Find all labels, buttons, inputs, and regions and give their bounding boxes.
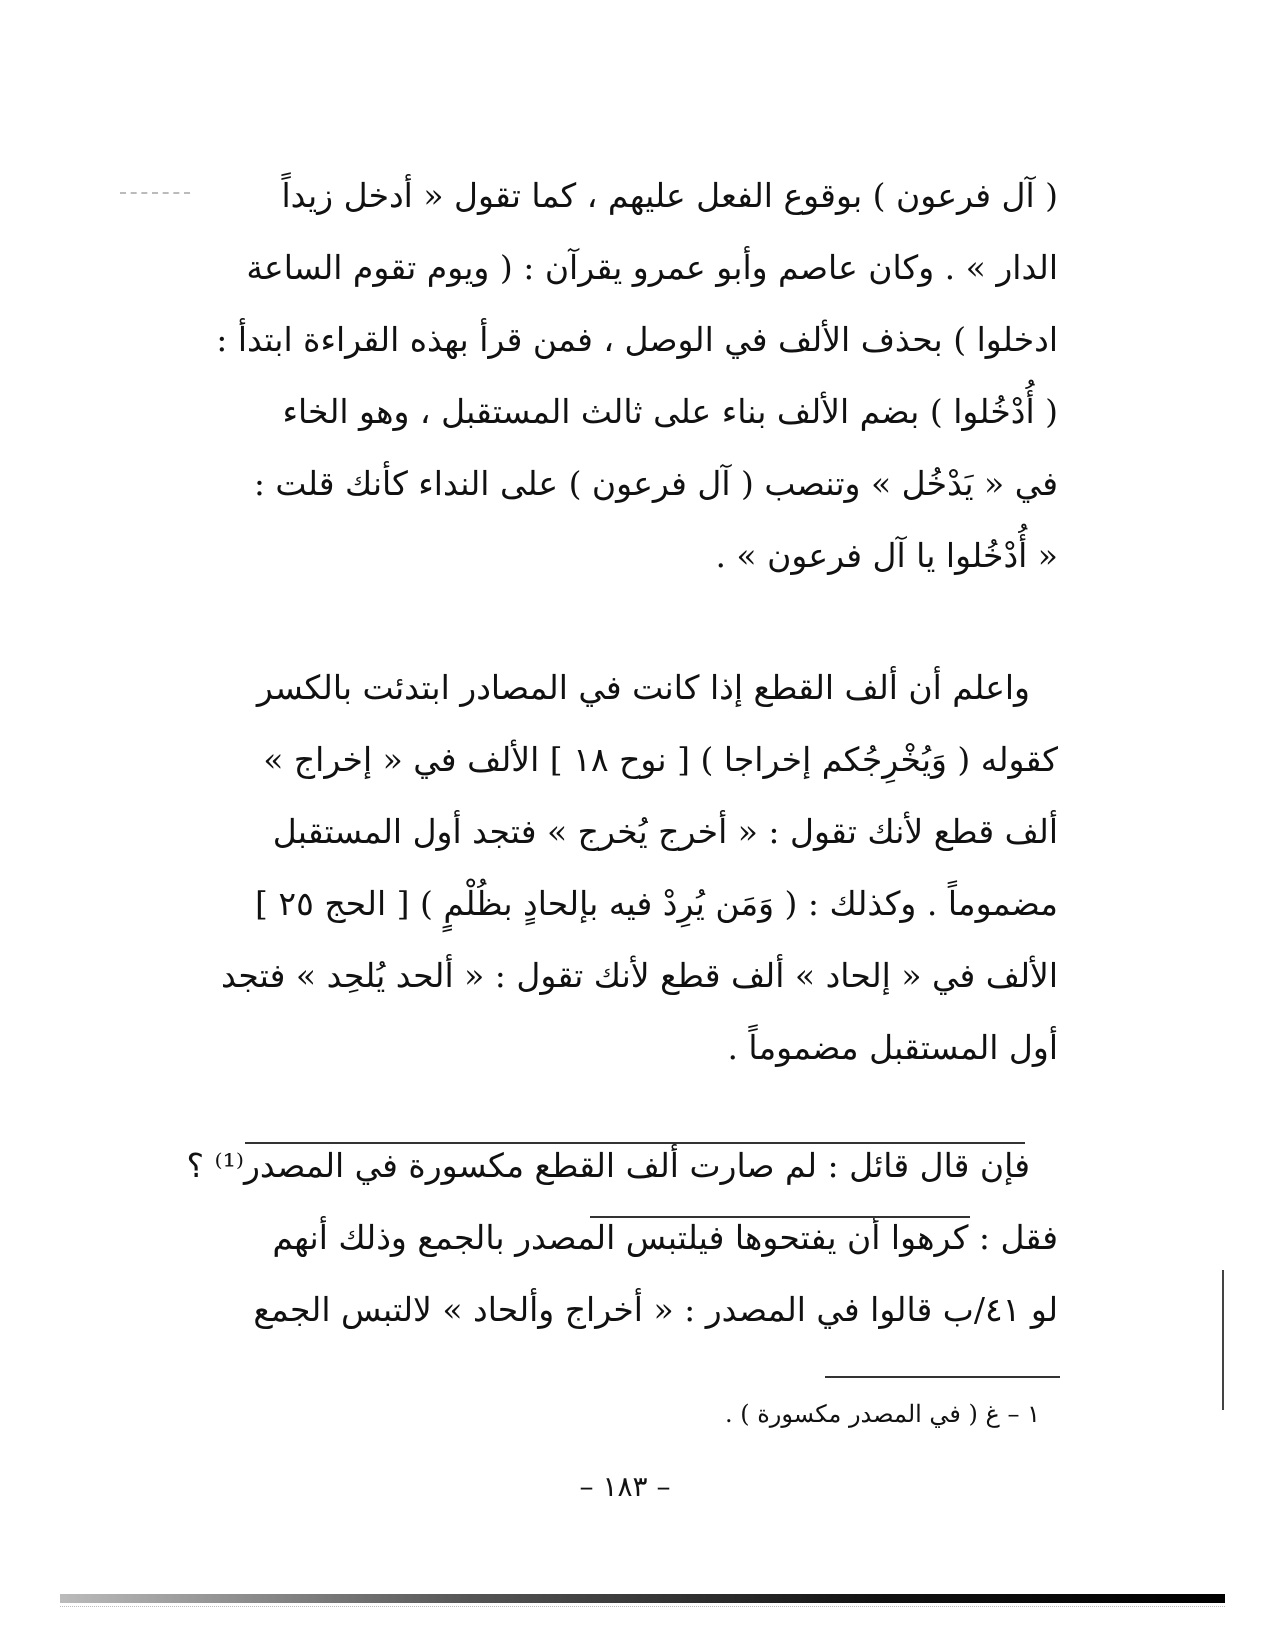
text-line: فإن قال قائل : لم صارت ألف القطع مكسورة في المصدر⁽¹⁾ ؟: [186, 1146, 1030, 1185]
scan-edge-bar: [60, 1594, 1225, 1603]
margin-line: [1222, 1270, 1224, 1410]
handwritten-underline: [590, 1216, 970, 1218]
margin-dashes: [120, 192, 190, 194]
page-number: – ١٨٣ –: [579, 1470, 671, 1503]
footnote-separator: [825, 1376, 1060, 1378]
text-line: كقوله ( وَيُخْرِجُكم إخراجا ) [ نوح ١٨ ] الألف في « إخراج »: [263, 740, 1058, 779]
paragraph-2: [221, 652, 1058, 1084]
paragraph-1: [216, 160, 1058, 592]
scan-noise: [60, 1606, 1225, 1621]
text-line: أول المستقبل مضموماً .: [727, 1028, 1058, 1067]
text-line: لو ٤١/ب قالوا في المصدر : « أخراج وألحاد » لالتبس الجمع: [253, 1290, 1058, 1329]
text-line: في « يَدْخُل » وتنصب ( آل فرعون ) على النداء كأنك قلت :: [253, 464, 1058, 503]
text-line: ألف قطع لأنك تقول : « أخرج يُخرج » فتجد أول المستقبل: [272, 812, 1058, 851]
text-line: فقل : كرهوا أن يفتحوها فيلتبس المصدر بالجمع وذلك أنهم: [272, 1218, 1058, 1257]
paragraph-3: [186, 1130, 1058, 1346]
text-line: ادخلوا ) بحذف الألف في الوصل ، فمن قرأ بهذه القراءة ابتدأ :: [216, 320, 1058, 359]
text-line: ( أُدْخُلوا ) بضم الألف بناء على ثالث المستقبل ، وهو الخاء: [282, 392, 1058, 431]
text-line: ( آل فرعون ) بوقوع الفعل عليهم ، كما تقول « أدخل زيداً: [281, 176, 1058, 215]
footnote: ١ – غ ( في المصدر مكسورة ) .: [724, 1400, 1040, 1428]
text-line: الدار » . وكان عاصم وأبو عمرو يقرآن : ( ويوم تقوم الساعة: [246, 248, 1058, 287]
text-line: « أُدْخُلوا يا آل فرعون » .: [715, 536, 1058, 575]
text-line: الألف في « إلحاد » ألف قطع لأنك تقول : « ألحد يُلحِد » فتجد: [221, 956, 1058, 995]
text-line: مضموماً . وكذلك : ( وَمَن يُرِدْ فيه بإلحادٍ بظُلْمٍ ) [ الحج ٢٥ ]: [255, 884, 1058, 923]
text-line: واعلم أن ألف القطع إذا كانت في المصادر ابتدئت بالكسر: [256, 668, 1030, 707]
handwritten-underline: [245, 1142, 1025, 1144]
